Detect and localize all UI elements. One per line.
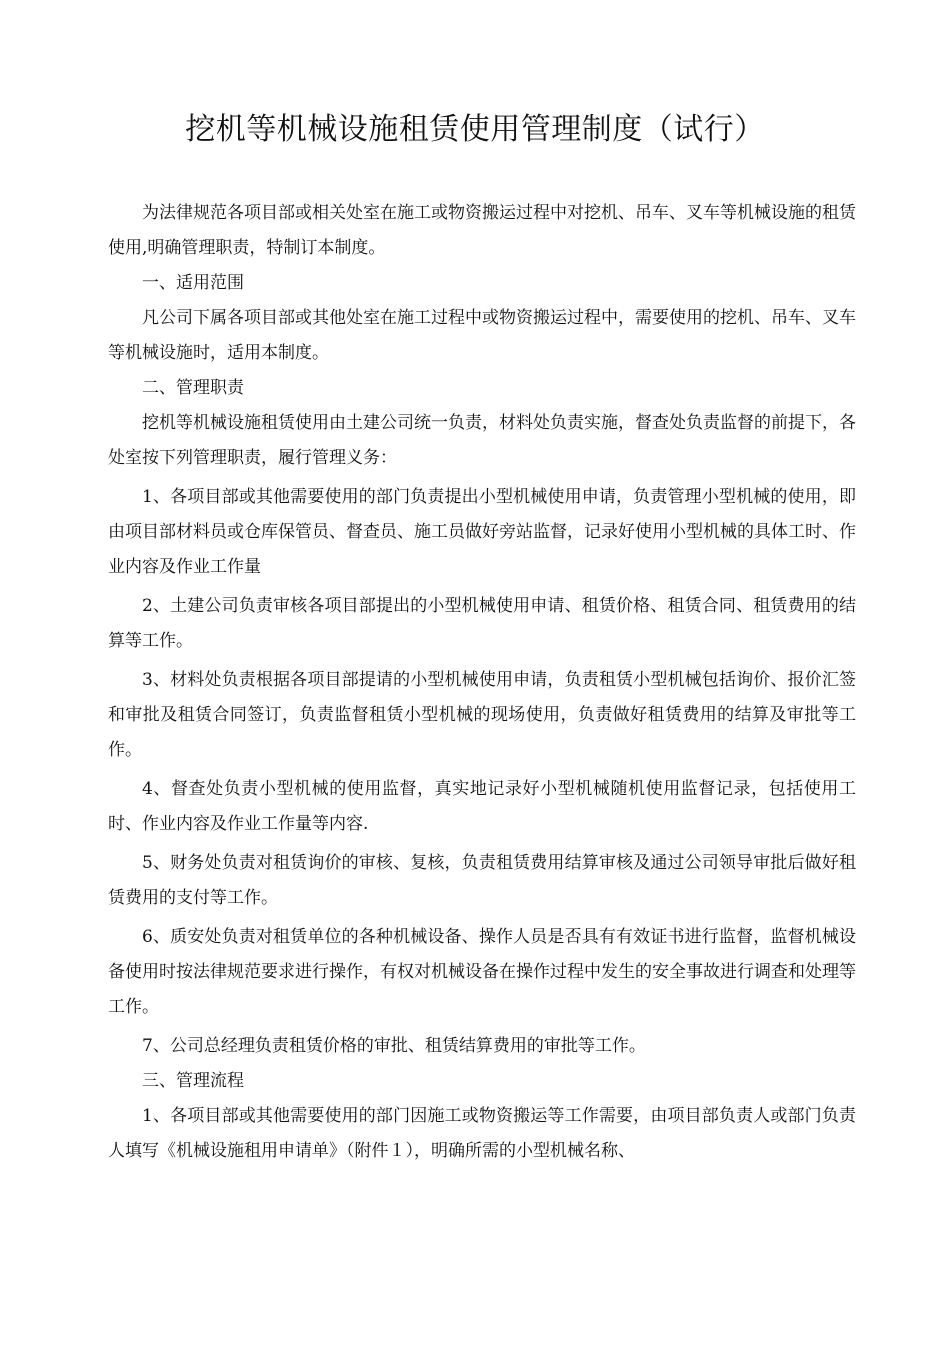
scope-paragraph: 凡公司下属各项目部或其他处室在施工过程中或物资搬运过程中，需要使用的挖机、吊车、叉车等机械设施时，适用本制度。 [108,308,856,363]
document-title: 挖机等机械设施租赁使用管理制度（试行） [185,112,765,147]
responsibility-item-6: 6、质安处负责对租赁单位的各种机械设备、操作人员是否具有有效证书进行监督，监督机械设备使用时按法律规范要求进行操作，有权对机械设备在操作过程中发生的安全事故进行调查和处理等工作。 [108,927,856,1017]
responsibilities-intro-paragraph: 挖机等机械设施租赁使用由土建公司统一负责，材料处负责实施，督查处负责监督的前提下，各处室按下列管理职责，履行管理义务： [108,413,856,468]
responsibility-item-4: 4、督查处负责小型机械的使用监督，真实地记录好小型机械随机使用监督记录，包括使用工时、作业内容及作业工作量等内容. [108,779,856,834]
responsibility-item-5: 5、财务处负责对租赁询价的审核、复核，负责租赁费用结算审核及通过公司领导审批后做好租赁费用的支付等工作。 [108,853,856,908]
responsibility-item-7: 7、公司总经理负责租赁价格的审批、租赁结算费用的审批等工作。 [142,1036,646,1056]
responsibility-item-2: 2、土建公司负责审核各项目部提出的小型机械使用申请、租赁价格、租赁合同、租赁费用的结算等工作。 [108,596,856,651]
section-heading-process: 三、管理流程 [142,1071,244,1091]
responsibility-item-3: 3、材料处负责根据各项目部提请的小型机械使用申请，负责租赁小型机械包括询价、报价汇签和审批及租赁合同签订，负责监督租赁小型机械的现场使用，负责做好租赁费用的结算及审批等工作。 [108,670,856,760]
responsibility-item-1: 1、各项目部或其他需要使用的部门负责提出小型机械使用申请，负责管理小型机械的使用，即由项目部材料员或仓库保管员、督查员、施工员做好旁站监督，记录好使用小型机械的具体工时、作业内容及作业工作量 [108,487,856,577]
section-heading-scope: 一、适用范围 [142,273,244,293]
intro-paragraph: 为法律规范各项目部或相关处室在施工或物资搬运过程中对挖机、吊车、叉车等机械设施的租赁使用,明确管理职责，特制订本制度。 [108,203,856,258]
section-heading-responsibilities: 二、管理职责 [142,378,244,398]
process-item-1: 1、各项目部或其他需要使用的部门因施工或物资搬运等工作需要，由项目部负责人或部门负责人填写《机械设施租用申请单》（附件１），明确所需的小型机械名称、 [108,1106,856,1161]
document-body [108,196,856,1169]
